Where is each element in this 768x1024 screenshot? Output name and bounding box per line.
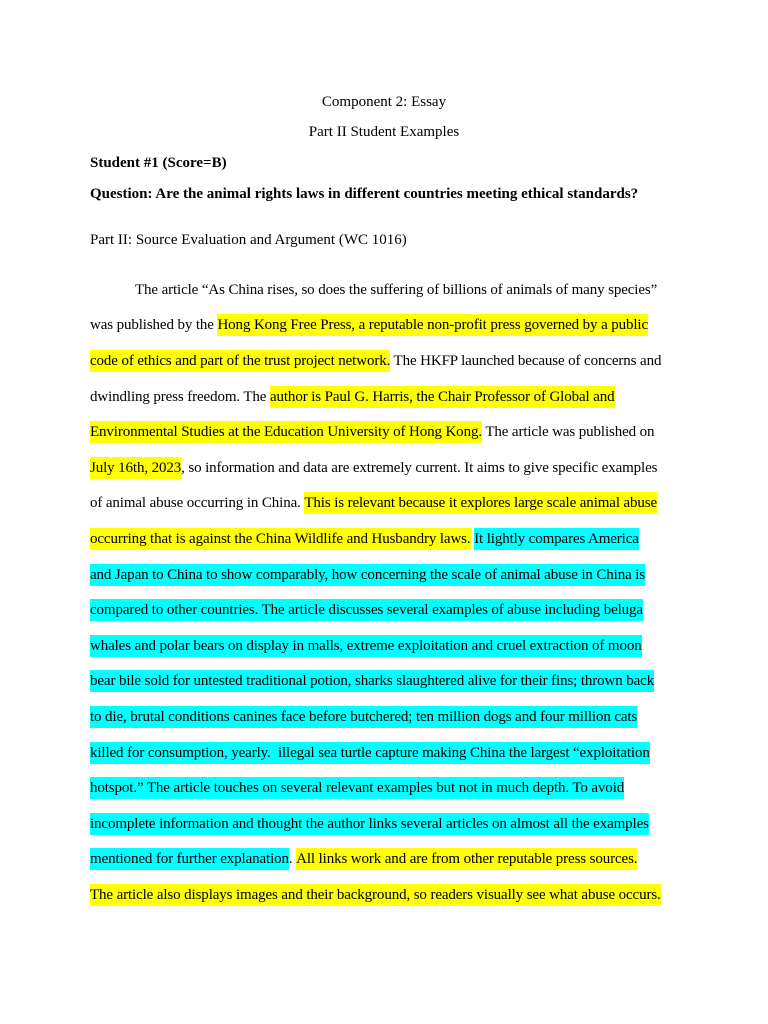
body-line (90, 272, 690, 308)
body-line (90, 664, 690, 700)
yellow-highlighted-text: code of ethics and part of the trust project network. (90, 350, 390, 372)
body-line (90, 557, 690, 593)
body-line (90, 699, 690, 735)
cyan-highlighted-text: incomplete information and thought the author links several articles on almost all the examples (90, 813, 649, 835)
yellow-highlighted-text: occurring that is against the China Wildlife and Husbandry laws. (90, 528, 471, 550)
body-text-segment: The article “As China rises, so does the suffering of billions of animals of many species” (135, 281, 658, 298)
student-heading: Student #1 (Score=B) (90, 155, 227, 171)
body-line (90, 770, 690, 806)
body-text-segment: The article was published on (481, 424, 655, 441)
yellow-highlighted-text: Environmental Studies at the Education University of Hong Kong. (90, 421, 482, 443)
body-line (90, 877, 690, 913)
body-line (90, 592, 690, 628)
body-line (90, 521, 690, 557)
body-line (90, 735, 690, 771)
cyan-highlighted-text: to die, brutal conditions canines face before butchered; ten million dogs and four million cats (90, 706, 637, 728)
body-text-segment: was published by the (90, 317, 218, 334)
yellow-highlighted-text: This is relevant because it explores large scale animal abuse (304, 492, 657, 514)
yellow-highlighted-text: July 16th, 2023 (90, 457, 181, 479)
essay-body (90, 272, 690, 913)
cyan-highlighted-text: killed for consumption, yearly. illegal sea turtle capture making China the largest “exploitation (90, 742, 650, 764)
body-line (90, 414, 690, 450)
yellow-highlighted-text: author is Paul G. Harris, the Chair Professor of Global and (270, 386, 615, 408)
question-heading: Question: Are the animal rights laws in different countries meeting ethical standards? (90, 186, 639, 202)
cyan-highlighted-text: It lightly compares America (474, 528, 639, 550)
body-line (90, 806, 690, 842)
body-text-segment: The HKFP launched because of concerns and (390, 352, 662, 369)
document-title: Component 2: Essay (321, 94, 447, 110)
cyan-highlighted-text: bear bile sold for untested traditional potion, sharks slaughtered alive for their fins; thrown back (90, 670, 654, 692)
document-subtitle: Part II Student Examples (308, 124, 460, 140)
body-line (90, 450, 690, 486)
body-text-segment: , so information and data are extremely current. It aims to give specific examples (181, 459, 658, 476)
body-line (90, 343, 690, 379)
yellow-highlighted-text: All links work and are from other reputable press sources. (296, 848, 637, 870)
yellow-highlighted-text: Hong Kong Free Press, a reputable non-profit press governed by a public (217, 314, 648, 336)
body-text-segment: . (288, 851, 297, 868)
cyan-highlighted-text: hotspot.” The article touches on several relevant examples but not in much depth. To avoid (90, 777, 624, 799)
body-line (90, 628, 690, 664)
cyan-highlighted-text: compared to other countries. The article discusses several examples of abuse including beluga (90, 599, 643, 621)
cyan-highlighted-text: whales and polar bears on display in malls, extreme exploitation and cruel extraction of moon (90, 635, 642, 657)
section-heading: Part II: Source Evaluation and Argument (WC 1016) (90, 232, 407, 248)
yellow-highlighted-text: The article also displays images and their background, so readers visually see what abuse occurs. (90, 884, 661, 906)
body-text-segment: dwindling press freedom. The (90, 388, 270, 405)
body-line (90, 308, 690, 344)
body-text-segment: of animal abuse occurring in China. (90, 495, 305, 512)
body-line (90, 486, 690, 522)
body-line (90, 842, 690, 878)
cyan-highlighted-text: mentioned for further explanation (90, 848, 289, 870)
cyan-highlighted-text: and Japan to China to show comparably, how concerning the scale of animal abuse in China is (90, 564, 645, 586)
body-line (90, 379, 690, 415)
